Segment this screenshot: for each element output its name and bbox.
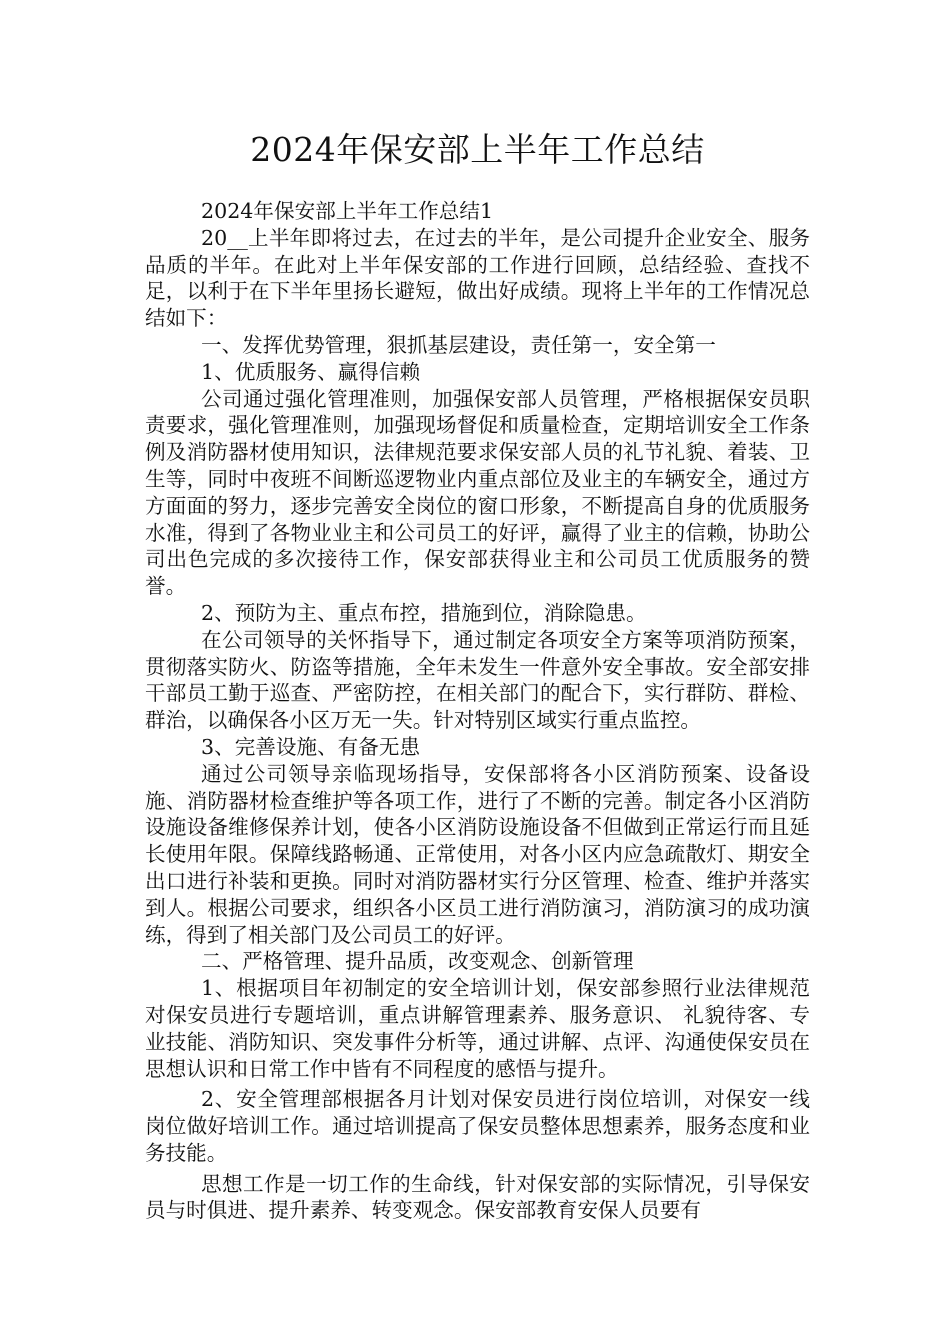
section-heading-1: 一、发挥优势管理，狠抓基层建设，责任第一，安全第一 [201,332,716,357]
document-page [145,128,810,1224]
subheading-1-2: 2、预防为主、重点布控，措施到位，消除隐患。 [201,600,647,625]
section-heading-2: 二、严格管理、提升品质，改变观念、创新管理 [201,949,634,974]
body-paragraph: 在公司领导的关怀指导下，通过制定各项安全方案等项消防预案，贯彻落实防火、防盗等措施，全年未发生一件意外安全事故。安全部安排干部员工勤于巡查、严密防控，在相关部门的配合下，实行群防、群检、群治，以确保各小区万无一失。针对特别区域实行重点监控。 [145,627,810,733]
body-paragraph: 2、安全管理部根据各月计划对保安员进行岗位培训，对保安一线岗位做好培训工作。通过培训提高了保安员整体思想素养，服务态度和业务技能。 [145,1087,810,1165]
body-paragraph: 思想工作是一切工作的生命线，针对保安部的实际情况，引导保安员与时俱进、提升素养、转变观念。保安部教育安保人员要有 [145,1171,810,1223]
body-paragraph: 1、根据项目年初制定的安全培训计划，保安部参照行业法律规范对保安员进行专题培训，重点讲解管理素养、服务意识、 礼貌待客、专业技能、消防知识、突发事件分析等，通过讲解、点评、沟通使保安员在思想认识和日常工作中皆有不同程度的感悟与提升。 [145,976,810,1081]
subheading-1-1: 1、优质服务、赢得信赖 [201,359,421,384]
body-paragraph: 通过公司领导亲临现场指导，安保部将各小区消防预案、设备设施、消防器材检查维护等各项工作，进行了不断的完善。制定各小区消防设施设备维修保养计划，使各小区消防设施设备不但做到正常运行而且延长使用年限。保障线路畅通、正常使用，对各小区内应急疏散灯、期安全出口进行补装和更换。同时对消防器材实行分区管理、检查、维护并落实到人。根据公司要求，组织各小区员工进行消防演习，消防演习的成功演练，得到了相关部门及公司员工的好评。 [145,761,810,947]
subheading-1-3: 3、完善设施、有备无患 [201,734,421,759]
document-title: 2024年保安部上半年工作总结 [250,130,705,169]
body-paragraph: 公司通过强化管理准则，加强保安部人员管理，严格根据保安员职责要求，强化管理准则，加强现场督促和质量检查，定期培训安全工作条例及消防器材使用知识，法律规范要求保安部人员的礼节礼貌、着装、卫生等，同时中夜班不间断巡逻物业内重点部位及业主的车辆安全，通过方方面面的努力，逐步完善安全岗位的窗口形象，不断提高自身的优质服务水准，得到了各物业业主和公司员工的好评，赢得了业主的信赖，协助公司出色完成的多次接待工作，保安部获得业主和公司员工优质服务的赞誉。 [145,386,810,599]
subtitle-paragraph: 2024年保安部上半年工作总结1 [201,199,494,223]
intro-paragraph: 20__上半年即将过去，在过去的半年，是公司提升企业安全、服务品质的半年。在此对上半年保安部的工作进行回顾，总结经验、查找不足，以利于在下半年里扬长避短，做出好成绩。现将上半年的工作情况总结如下： [145,225,810,331]
